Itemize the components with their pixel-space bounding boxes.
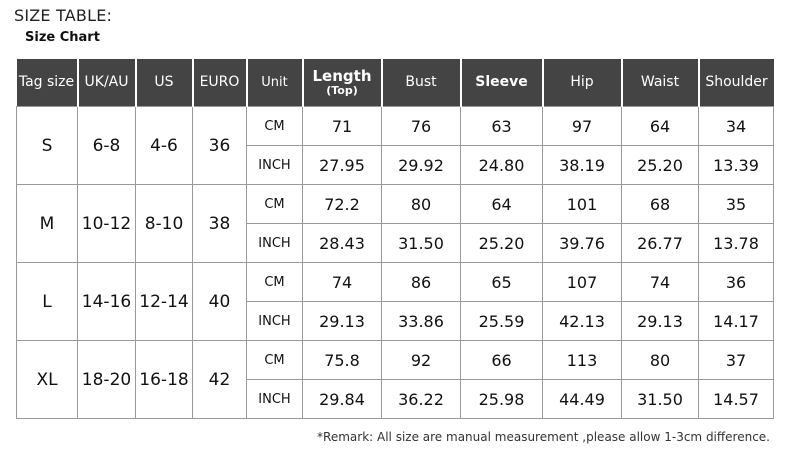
shoulder-cell: 34	[699, 107, 774, 146]
waist-cell: 74	[622, 263, 699, 302]
bust-cell: 29.92	[382, 146, 461, 185]
header-length-top: (Top)	[326, 83, 358, 97]
tag-size-cell: S	[17, 107, 78, 185]
tag-size-cell: L	[17, 263, 78, 341]
remark-note: *Remark: All size are manual measurement ,please allow 1-3cm difference.	[317, 430, 770, 444]
sleeve-cell: 24.80	[461, 146, 543, 185]
header-uk-au: UK/AU	[78, 59, 136, 107]
length-cell: 29.84	[303, 380, 382, 419]
length-cell: 28.43	[303, 224, 382, 263]
length-cell: 72.2	[303, 185, 382, 224]
header-unit-label: Unit	[261, 75, 288, 90]
hip-cell: 101	[543, 185, 622, 224]
waist-cell: 29.13	[622, 302, 699, 341]
header-us: US	[136, 59, 193, 107]
page-title: SIZE TABLE:	[14, 6, 113, 25]
shoulder-cell: 14.57	[699, 380, 774, 419]
bust-cell: 92	[382, 341, 461, 380]
sleeve-cell: 25.59	[461, 302, 543, 341]
table-row	[17, 263, 774, 302]
sleeve-cell: 65	[461, 263, 543, 302]
hip-cell: 42.13	[543, 302, 622, 341]
size-table	[16, 59, 774, 419]
tag-size-cell: XL	[17, 341, 78, 419]
table-row	[17, 185, 774, 224]
unit-cell: INCH	[247, 380, 303, 419]
uk-au-cell: 18-20	[78, 341, 136, 419]
length-cell: 75.8	[303, 341, 382, 380]
bust-cell: 86	[382, 263, 461, 302]
shoulder-cell: 37	[699, 341, 774, 380]
shoulder-cell: 13.39	[699, 146, 774, 185]
unit-cell: CM	[247, 185, 303, 224]
waist-cell: 25.20	[622, 146, 699, 185]
euro-cell: 38	[193, 185, 247, 263]
length-cell: 71	[303, 107, 382, 146]
length-cell: 27.95	[303, 146, 382, 185]
table-row	[17, 341, 774, 380]
tag-size-cell: M	[17, 185, 78, 263]
shoulder-cell: 35	[699, 185, 774, 224]
waist-cell: 64	[622, 107, 699, 146]
header-length-label: Length	[312, 66, 372, 85]
waist-cell: 26.77	[622, 224, 699, 263]
waist-cell: 80	[622, 341, 699, 380]
header-sleeve: Sleeve	[461, 59, 543, 107]
header-row	[17, 59, 774, 107]
header-length	[303, 59, 382, 107]
hip-cell: 97	[543, 107, 622, 146]
hip-cell: 113	[543, 341, 622, 380]
euro-cell: 40	[193, 263, 247, 341]
unit-cell: CM	[247, 263, 303, 302]
us-cell: 4-6	[136, 107, 193, 185]
unit-cell: CM	[247, 341, 303, 380]
bust-cell: 31.50	[382, 224, 461, 263]
sleeve-cell: 25.20	[461, 224, 543, 263]
bust-cell: 76	[382, 107, 461, 146]
unit-cell: INCH	[247, 224, 303, 263]
unit-cell: INCH	[247, 302, 303, 341]
length-cell: 74	[303, 263, 382, 302]
euro-cell: 36	[193, 107, 247, 185]
header-unit	[247, 59, 303, 107]
shoulder-cell: 36	[699, 263, 774, 302]
hip-cell: 38.19	[543, 146, 622, 185]
header-shoulder: Shoulder	[699, 59, 774, 107]
sleeve-cell: 64	[461, 185, 543, 224]
uk-au-cell: 10-12	[78, 185, 136, 263]
unit-cell: CM	[247, 107, 303, 146]
unit-cell: INCH	[247, 146, 303, 185]
length-cell: 29.13	[303, 302, 382, 341]
header-euro: EURO	[193, 59, 247, 107]
us-cell: 8-10	[136, 185, 193, 263]
hip-cell: 107	[543, 263, 622, 302]
header-waist: Waist	[622, 59, 699, 107]
size-chart-subtitle: Size Chart	[25, 30, 100, 45]
hip-cell: 39.76	[543, 224, 622, 263]
uk-au-cell: 6-8	[78, 107, 136, 185]
shoulder-cell: 13.78	[699, 224, 774, 263]
us-cell: 12-14	[136, 263, 193, 341]
bust-cell: 80	[382, 185, 461, 224]
sleeve-cell: 66	[461, 341, 543, 380]
waist-cell: 31.50	[622, 380, 699, 419]
sleeve-cell: 63	[461, 107, 543, 146]
uk-au-cell: 14-16	[78, 263, 136, 341]
header-bust: Bust	[382, 59, 461, 107]
sleeve-cell: 25.98	[461, 380, 543, 419]
bust-cell: 33.86	[382, 302, 461, 341]
waist-cell: 68	[622, 185, 699, 224]
bust-cell: 36.22	[382, 380, 461, 419]
euro-cell: 42	[193, 341, 247, 419]
header-tag-size: Tag size	[17, 59, 78, 107]
shoulder-cell: 14.17	[699, 302, 774, 341]
header-hip: Hip	[543, 59, 622, 107]
table-row	[17, 107, 774, 146]
us-cell: 16-18	[136, 341, 193, 419]
hip-cell: 44.49	[543, 380, 622, 419]
